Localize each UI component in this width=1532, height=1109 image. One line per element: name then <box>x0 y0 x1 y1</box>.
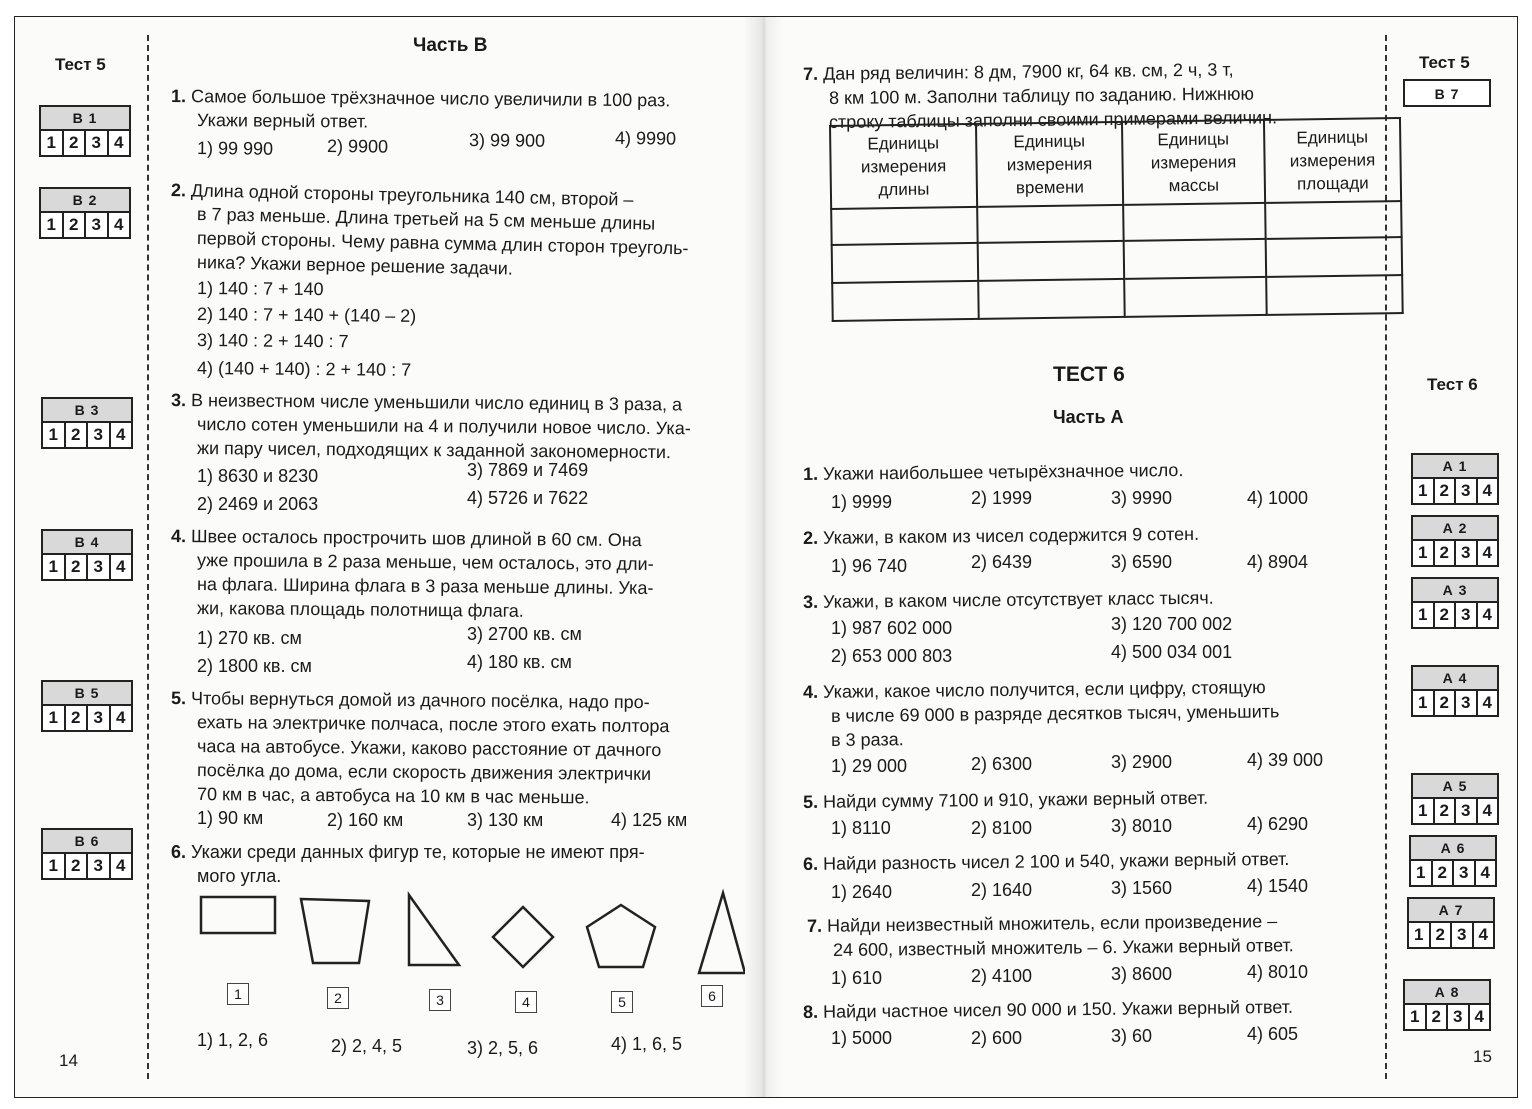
a-task-7-answer-1: 1) 610 <box>831 968 883 988</box>
task-1-answer-1: 1) 99 990 <box>196 138 274 159</box>
table-row <box>832 275 1402 321</box>
answer-box-label: В 4 <box>43 531 131 555</box>
task-4-answer-2: 2) 1800 кв. см <box>197 656 312 676</box>
answer-box-label: В 2 <box>41 189 129 213</box>
figure-label-5: 5 <box>611 991 633 1013</box>
task-text: Укажи, в каком числе отсутствует класс тысяч. <box>822 587 1214 612</box>
book-spread <box>14 16 1518 1098</box>
task-6-answer-3: 3) 2, 5, 6 <box>467 1038 539 1058</box>
option-4[interactable]: 4 <box>1482 801 1492 820</box>
a-task-1-line-1 <box>803 459 1184 485</box>
task-text: Швее осталось прострочить шов длиной в 60 см. Она <box>190 526 642 551</box>
task-5-answer-4: 4) 125 км <box>611 810 688 830</box>
task-text: Самое большое трёхзначное число увеличили в 100 раз. <box>190 86 671 111</box>
task-3-line-2: число сотен уменьшили на 4 и получили новое число. Ука- <box>196 414 691 439</box>
a-task-7-answer-3: 3) 8600 <box>1111 964 1173 984</box>
a-task-3-answer-3: 3) 120 700 002 <box>1111 614 1233 634</box>
table-cell[interactable] <box>1124 239 1267 279</box>
b7-task-line-3: строку таблицы заполни своими примерами величин. <box>828 107 1278 132</box>
task-4-line-1 <box>171 525 642 551</box>
a-task-4-answer-1: 1) 29 000 <box>831 756 908 776</box>
task-5-line-1 <box>171 687 650 713</box>
right-triangle-shape <box>409 895 459 965</box>
a-task-3-answer-2: 2) 653 000 803 <box>831 646 953 666</box>
answer-box-label: А 6 <box>1411 837 1495 861</box>
task-number: 5. <box>170 688 187 709</box>
option-2[interactable]: 2 <box>64 131 87 155</box>
a-task-5-answer-4: 4) 6290 <box>1247 814 1309 834</box>
table-cell[interactable] <box>1266 237 1403 277</box>
a-task-1-answer-4: 4) 1000 <box>1247 488 1309 508</box>
option-4[interactable]: 4 <box>1478 925 1488 944</box>
answer-box-b6[interactable] <box>41 828 133 880</box>
answer-box-label: А 2 <box>1413 517 1497 541</box>
task-5-line-2: ехать на электричке полчаса, после этого ехать полтора <box>196 712 670 737</box>
option-2[interactable]: 2 <box>1431 923 1453 947</box>
option-3[interactable]: 3 <box>86 131 109 155</box>
option-1[interactable]: 1 <box>1413 541 1435 565</box>
option-2[interactable]: 2 <box>1435 541 1457 565</box>
option-1[interactable]: 1 <box>41 213 64 237</box>
option-3[interactable]: 3 <box>1448 1005 1470 1029</box>
option-4[interactable]: 4 <box>1474 1007 1484 1026</box>
option-3[interactable]: 3 <box>88 706 111 730</box>
a-task-5-line-1 <box>803 787 1208 813</box>
option-1[interactable]: 1 <box>1413 691 1435 715</box>
a-task-2-answer-2: 2) 6439 <box>971 552 1033 572</box>
answer-box-a1[interactable] <box>1411 453 1499 505</box>
answer-box-b7[interactable]: В 7 <box>1403 79 1491 107</box>
task-1-answer-3: 3) 99 900 <box>468 130 546 151</box>
task-1-answer-4: 4) 9990 <box>614 128 677 149</box>
task-number: 3. <box>802 591 819 612</box>
answer-box-label: А 4 <box>1413 667 1497 691</box>
a-task-5-answer-1: 1) 8110 <box>831 818 891 838</box>
answer-box-label: А 8 <box>1405 981 1489 1005</box>
answer-box-a8[interactable] <box>1403 979 1491 1031</box>
option-1[interactable]: 1 <box>41 131 64 155</box>
task-text: Найди частное чисел 90 000 и 150. Укажи верный ответ. <box>822 996 1294 1022</box>
right-margin-title-top: Тест 5 <box>1419 53 1470 72</box>
option-2[interactable]: 2 <box>66 706 89 730</box>
answer-box-a6[interactable] <box>1409 835 1497 887</box>
task-number: 4. <box>802 681 819 702</box>
task-2-line-4: ника? Укажи верное решение задачи. <box>196 252 514 279</box>
option-3[interactable]: 3 <box>1456 541 1478 565</box>
right-margin-title-test6: Тест 6 <box>1427 375 1478 394</box>
pentagon-shape <box>587 905 655 967</box>
option-2[interactable]: 2 <box>1427 1005 1449 1029</box>
option-1[interactable]: 1 <box>43 854 66 878</box>
task-number: 5. <box>802 791 819 812</box>
answer-box-b1[interactable] <box>39 105 131 157</box>
task-4-line-3: на флага. Ширина флага в 3 раза меньше длины. Ука- <box>196 574 654 598</box>
a-task-7-answer-2: 2) 4100 <box>971 966 1033 986</box>
section-title: Часть В <box>413 35 488 56</box>
option-3[interactable]: 3 <box>1456 603 1478 627</box>
left-page <box>15 17 757 1097</box>
option-2[interactable]: 2 <box>1435 799 1457 823</box>
option-3[interactable]: 3 <box>1456 691 1478 715</box>
task-5-answer-1: 1) 90 км <box>197 808 264 828</box>
option-2[interactable]: 2 <box>1435 603 1457 627</box>
a-task-1-answer-2: 2) 1999 <box>971 488 1033 508</box>
task-4-line-4: жи, какова площадь полотнища флага. <box>196 598 524 621</box>
answer-box-a5[interactable] <box>1411 773 1499 825</box>
task-3-answer-2: 2) 2469 и 2063 <box>197 494 319 514</box>
option-4[interactable]: 4 <box>1482 481 1492 500</box>
header-length-units: Единицы измерения длины <box>830 124 977 209</box>
answer-box-a3[interactable] <box>1411 577 1499 629</box>
a-task-3-line-1 <box>803 587 1214 613</box>
task-1-answer-2: 2) 9900 <box>326 136 389 157</box>
option-4[interactable]: 4 <box>116 708 126 727</box>
a-task-1-answer-3: 3) 9990 <box>1111 488 1173 508</box>
a-task-7-line-1 <box>807 910 1277 937</box>
a-task-1-answer-1: 1) 9999 <box>831 492 893 512</box>
answer-box-label: В 6 <box>43 830 131 854</box>
answer-box-a4[interactable] <box>1411 665 1499 717</box>
task-text: Укажи, в каком из чисел содержится 9 сотен. <box>822 523 1200 548</box>
a-task-8-line-1 <box>803 996 1293 1023</box>
a-task-5-answer-3: 3) 8010 <box>1111 816 1173 836</box>
task-2-line-3: первой стороны. Чему равна сумма длин сторон треуголь- <box>196 228 689 259</box>
task-text: Укажи среди данных фигур те, которые не имеют пря- <box>191 842 645 862</box>
option-2[interactable]: 2 <box>66 555 89 579</box>
rectangle-shape <box>201 897 275 933</box>
left-margin-title: Тест 5 <box>55 55 106 74</box>
task-5-line-4: посёлка до дома, если скорость движения электрички <box>196 760 652 784</box>
option-2[interactable]: 2 <box>66 423 89 447</box>
task-text: Дан ряд величин: 8 дм, 7900 кг, 64 кв. см, 2 ч, 3 т, <box>822 59 1234 84</box>
task-number: 6. <box>802 853 819 874</box>
a-task-7-line-2: 24 600, известный множитель – 6. Укажи верный ответ. <box>832 935 1294 960</box>
a-task-4-line-3: в 3 раза. <box>830 729 904 750</box>
task-5-answer-2: 2) 160 км <box>327 810 404 830</box>
table-cell[interactable] <box>1265 201 1401 239</box>
option-4[interactable]: 4 <box>116 557 126 576</box>
option-3[interactable]: 3 <box>1456 799 1478 823</box>
option-4[interactable]: 4 <box>116 425 126 444</box>
option-1[interactable]: 1 <box>43 555 66 579</box>
answer-box-b2[interactable] <box>39 187 131 239</box>
task-text: Найди разность чисел 2 100 и 540, укажи верный ответ. <box>822 848 1290 874</box>
task-6-answer-2: 2) 2, 4, 5 <box>331 1036 403 1056</box>
task-number: 1. <box>170 86 187 107</box>
units-table <box>829 117 1404 322</box>
page-number-right: 15 <box>1473 1047 1492 1066</box>
option-4[interactable]: 4 <box>114 133 124 152</box>
a-task-3-answer-4: 4) 500 034 001 <box>1111 642 1233 662</box>
a-task-6-answer-3: 3) 1560 <box>1111 878 1173 898</box>
answer-box-b5[interactable] <box>41 680 133 732</box>
task-2-answer-4: 4) (140 + 140) : 2 + 140 : 7 <box>196 358 412 380</box>
task-3-answer-3: 3) 7869 и 7469 <box>467 460 589 480</box>
answer-box-b3[interactable] <box>41 397 133 449</box>
option-1[interactable]: 1 <box>1405 1005 1427 1029</box>
table-cell[interactable] <box>832 281 979 321</box>
option-2[interactable]: 2 <box>64 213 87 237</box>
a-task-8-answer-4: 4) 605 <box>1247 1024 1299 1044</box>
option-2[interactable]: 2 <box>1435 691 1457 715</box>
answer-box-label: В 5 <box>43 682 131 706</box>
left-cut-line <box>147 35 149 1079</box>
table-cell[interactable] <box>1266 275 1403 315</box>
table-cell[interactable] <box>978 279 1125 319</box>
a-task-8-answer-1: 1) 5000 <box>831 1028 893 1048</box>
option-1[interactable]: 1 <box>1413 799 1435 823</box>
a-task-8-answer-3: 3) 60 <box>1111 1026 1153 1046</box>
task-5-answer-3: 3) 130 км <box>467 810 544 830</box>
task-2-answer-2: 2) 140 : 7 + 140 + (140 – 2) <box>196 304 417 326</box>
shapes-figure <box>185 873 745 983</box>
option-2[interactable]: 2 <box>1433 861 1455 885</box>
table-cell[interactable] <box>1124 277 1267 317</box>
a-task-2-answer-1: 1) 96 740 <box>831 556 908 576</box>
a-task-4-answer-4: 4) 39 000 <box>1247 750 1324 770</box>
task-3-answer-4: 4) 5726 и 7622 <box>467 488 589 508</box>
answer-box-label: А 3 <box>1413 579 1497 603</box>
option-2[interactable]: 2 <box>1435 479 1457 503</box>
task-3-answer-1: 1) 8630 и 8230 <box>197 466 319 486</box>
a-task-2-answer-3: 3) 6590 <box>1111 552 1173 572</box>
a-task-2-line-1 <box>803 523 1199 549</box>
task-number: 1. <box>802 463 819 484</box>
option-1[interactable]: 1 <box>1413 479 1435 503</box>
task-number: 6. <box>171 842 187 862</box>
a-task-3-answer-1: 1) 987 602 000 <box>831 618 953 638</box>
option-1[interactable]: 1 <box>1409 923 1431 947</box>
answer-box-a7[interactable] <box>1407 897 1495 949</box>
a-task-7-answer-4: 4) 8010 <box>1247 962 1309 982</box>
a-task-4-answer-3: 3) 2900 <box>1111 752 1173 772</box>
b7-task-line-1 <box>803 58 1234 85</box>
a-task-6-answer-2: 2) 1640 <box>971 880 1033 900</box>
figure-label-2: 2 <box>327 987 349 1009</box>
table-cell[interactable] <box>832 243 979 283</box>
a-task-5-answer-2: 2) 8100 <box>971 818 1033 838</box>
task-2-line-2: в 7 раз меньше. Длина третьей на 5 см меньше длины <box>196 204 656 234</box>
table-cell[interactable] <box>978 241 1125 281</box>
right-section-title: Часть А <box>1053 407 1124 427</box>
answer-box-label: А 7 <box>1409 899 1493 923</box>
option-3[interactable]: 3 <box>88 423 111 447</box>
task-5-line-5: 70 км в час, а автобуса на 10 км в час меньше. <box>196 784 590 808</box>
option-4[interactable]: 4 <box>1482 605 1492 624</box>
units-table-header-row <box>830 118 1401 209</box>
option-4[interactable]: 4 <box>114 215 124 234</box>
option-4[interactable]: 4 <box>1482 543 1492 562</box>
task-number: 2. <box>170 180 187 201</box>
option-3[interactable]: 3 <box>88 854 111 878</box>
header-time-units: Единицы измерения времени <box>976 122 1123 207</box>
option-3[interactable]: 3 <box>1454 861 1476 885</box>
task-text: В неизвестном числе уменьшили число единиц в 3 раза, а <box>190 390 683 415</box>
task-3-line-1 <box>171 389 682 415</box>
task-5-line-3: часа на автобусе. Укажи, каково расстояние от дачного <box>196 736 662 761</box>
task-3-line-3: жи пару чисел, подходящих к заданной закономерности. <box>196 438 672 463</box>
a-task-4-answer-2: 2) 6300 <box>971 754 1033 774</box>
isosceles-triangle-shape <box>699 893 745 973</box>
task-6-line-2: мого угла. <box>197 866 282 886</box>
task-number: 7. <box>806 915 823 936</box>
figure-label-6: 6 <box>701 985 723 1007</box>
a-task-4-line-1 <box>803 676 1266 703</box>
option-3[interactable]: 3 <box>88 555 111 579</box>
task-6-line-1 <box>171 841 645 863</box>
task-number: 7. <box>802 63 819 84</box>
option-3[interactable]: 3 <box>86 213 109 237</box>
option-1[interactable]: 1 <box>43 706 66 730</box>
task-4-answer-1: 1) 270 кв. см <box>197 628 302 648</box>
task-number: 3. <box>170 390 187 411</box>
task-text: Длина одной стороны треугольника 140 см, второй – <box>190 180 634 210</box>
table-cell[interactable] <box>1123 203 1265 241</box>
task-1-line-1 <box>171 85 670 111</box>
task-4-answer-3: 3) 2700 кв. см <box>467 624 582 644</box>
page-number-left: 14 <box>59 1051 78 1070</box>
task-4-answer-4: 4) 180 кв. см <box>467 652 572 672</box>
task-number: 2. <box>802 527 819 548</box>
task-text: Чтобы вернуться домой из дачного посёлка, надо про- <box>190 688 650 713</box>
figure-label-3: 3 <box>429 989 451 1011</box>
book-spine-shadow <box>743 17 783 1097</box>
option-2[interactable]: 2 <box>66 854 89 878</box>
table-cell[interactable] <box>831 207 977 245</box>
task-6-answer-4: 4) 1, 6, 5 <box>611 1034 683 1054</box>
trapezoid-shape <box>301 899 369 963</box>
answer-box-label: А 5 <box>1413 775 1497 799</box>
a-task-4-line-2: в числе 69 000 в разряде десятков тысяч, уменьшить <box>830 701 1280 726</box>
b7-task-line-2: 8 км 100 м. Заполни таблицу по заданию. Нижнюю <box>828 83 1255 108</box>
header-mass-units: Единицы измерения массы <box>1122 120 1265 205</box>
header-area-units: Единицы измерения площади <box>1264 118 1401 203</box>
option-4[interactable]: 4 <box>1482 693 1492 712</box>
task-text: Найди сумму 7100 и 910, укажи верный ответ. <box>822 787 1209 812</box>
figure-label-1: 1 <box>227 983 249 1005</box>
task-text: Найди неизвестный множитель, если произведение – <box>826 911 1278 936</box>
option-1[interactable]: 1 <box>1411 861 1433 885</box>
answer-box-label: А 1 <box>1413 455 1497 479</box>
task-number: 4. <box>170 526 187 547</box>
option-1[interactable]: 1 <box>43 423 66 447</box>
a-task-6-answer-4: 4) 1540 <box>1247 876 1309 896</box>
test-6-title: ТЕСТ 6 <box>1053 363 1125 386</box>
task-text: Укажи, какое число получится, если цифру, стоящую <box>822 677 1266 702</box>
a-task-2-answer-4: 4) 8904 <box>1247 552 1309 572</box>
square-rhombus-shape <box>493 907 553 967</box>
table-cell[interactable] <box>977 205 1123 243</box>
option-3[interactable]: 3 <box>1452 923 1474 947</box>
a-task-6-line-1 <box>803 848 1290 875</box>
task-6-answer-1: 1) 1, 2, 6 <box>197 1030 269 1050</box>
task-text: Укажи наибольшее четырёхзначное число. <box>822 460 1184 484</box>
option-4[interactable]: 4 <box>116 856 126 875</box>
answer-box-label: В 1 <box>41 107 129 131</box>
answer-box-label: В 3 <box>43 399 131 423</box>
task-2-answer-1: 1) 140 : 7 + 140 <box>196 278 324 300</box>
task-4-line-2: уже прошила в 2 раза меньше, чем осталось, это дли- <box>196 550 654 574</box>
a-task-8-answer-2: 2) 600 <box>971 1028 1023 1048</box>
a-task-6-answer-1: 1) 2640 <box>831 882 893 902</box>
answer-box-b4[interactable] <box>41 529 133 581</box>
option-1[interactable]: 1 <box>1413 603 1435 627</box>
figure-label-4: 4 <box>515 991 537 1013</box>
task-2-answer-3: 3) 140 : 2 + 140 : 7 <box>196 330 349 352</box>
task-number: 8. <box>802 1001 819 1022</box>
task-1-line-2: Укажи верный ответ. <box>196 110 369 132</box>
option-3[interactable]: 3 <box>1456 479 1478 503</box>
answer-box-a2[interactable] <box>1411 515 1499 567</box>
option-4[interactable]: 4 <box>1480 863 1490 882</box>
